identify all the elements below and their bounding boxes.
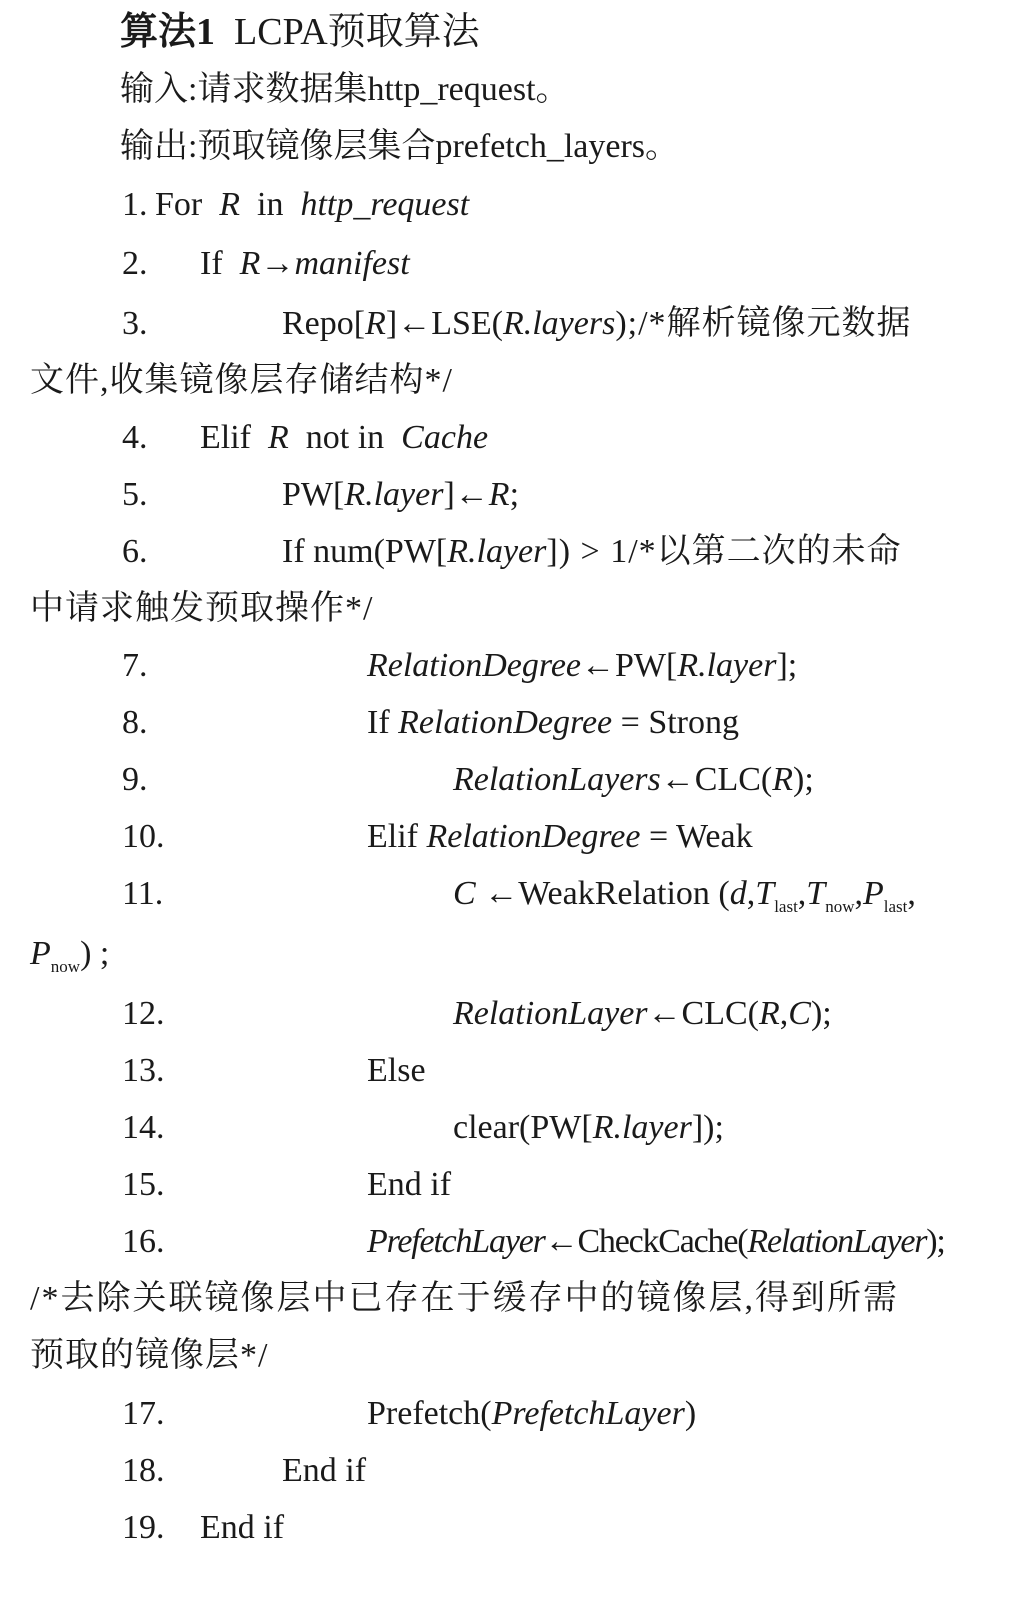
line-number: 14. — [122, 1109, 165, 1146]
code-text: ]); — [691, 1109, 724, 1146]
variable: RelationDegree — [367, 647, 581, 684]
code-text: = Strong — [620, 704, 740, 741]
line-number: 6. — [122, 533, 148, 570]
line-number: 13. — [122, 1052, 165, 1089]
variable: RelationLayer — [747, 1223, 927, 1260]
code-line-1 — [0, 175, 1033, 235]
code-line-16-continuation-1 — [0, 1269, 1033, 1329]
line-number: 4. — [122, 419, 148, 456]
comment: /*去除关联镜像层中已存在于缓存中的镜像层,得到所需 — [30, 1280, 899, 1317]
keyword: End if — [282, 1452, 367, 1489]
keyword: not in — [305, 419, 385, 456]
code-text: ←WeakRelation ( — [484, 875, 730, 912]
code-line-11: 11. C ←WeakRelation ($d,T_{last},T_{now},P_{last}$, — [0, 864, 1033, 924]
keyword: in — [257, 186, 284, 223]
code-line-7 — [0, 636, 1033, 696]
line-number: 5. — [122, 476, 148, 513]
code-line-4 — [0, 408, 1033, 468]
keyword: Elif — [367, 818, 418, 855]
line-number: 1. — [122, 186, 148, 223]
subscript: now — [50, 957, 81, 976]
subscript: last — [774, 897, 798, 916]
line-number: 19. — [122, 1509, 165, 1546]
code-line-17 — [0, 1384, 1033, 1444]
code-text: ]; — [776, 647, 798, 684]
variable: PrefetchLayer — [491, 1395, 685, 1432]
variable: R.layer — [592, 1109, 692, 1146]
code-text: ←PW[ — [581, 647, 678, 684]
keyword: End if — [367, 1166, 452, 1203]
subscript: last — [883, 897, 908, 916]
code-line-6 — [0, 522, 1033, 582]
keyword: If — [200, 245, 223, 282]
keyword: End if — [200, 1509, 285, 1546]
input-text: 请求数据集http_request。 — [197, 71, 570, 108]
algorithm-name: LCPA预取算法 — [234, 11, 480, 53]
subscript: now — [825, 897, 855, 916]
variable: R — [488, 476, 510, 513]
output-line — [0, 117, 1033, 177]
variable: manifest — [294, 245, 410, 282]
comment: );/*解析镜像元数据 — [615, 305, 912, 342]
keyword: If — [367, 704, 390, 741]
variable: R — [772, 761, 793, 798]
code-line-10 — [0, 807, 1033, 867]
variable: R — [267, 419, 289, 456]
algorithm-label: 算法1 — [120, 11, 216, 53]
variable: P — [863, 875, 884, 912]
code-line-6-continuation — [0, 579, 1033, 639]
code-line-16 — [0, 1212, 1033, 1272]
code-text: If num(PW[ — [282, 533, 448, 570]
code-text: ←CheckCache( — [544, 1223, 748, 1260]
code-text: ) — [684, 1395, 697, 1432]
comment: 预取的镜像层*/ — [30, 1337, 269, 1374]
variable: R.layer — [447, 533, 547, 570]
variable: RelationLayer — [453, 995, 648, 1032]
variable: C — [453, 875, 476, 912]
code-text: ]←LSE( — [385, 305, 503, 342]
code-text: clear(PW[ — [453, 1109, 593, 1146]
variable: RelationLayers — [453, 761, 661, 798]
variable: http_request — [300, 186, 470, 223]
variable: R — [365, 305, 386, 342]
keyword: Elif — [200, 419, 251, 456]
variable: R.layers — [502, 305, 616, 342]
output-label: 输出: — [120, 128, 198, 165]
input-line — [0, 60, 1033, 120]
code-line-5 — [0, 465, 1033, 525]
line-number: 8. — [122, 704, 148, 741]
code-text: , — [779, 995, 789, 1032]
code-line-15 — [0, 1155, 1033, 1215]
variable: R — [239, 245, 261, 282]
code-line-19 — [0, 1498, 1033, 1558]
input-label: 输入: — [120, 71, 198, 108]
variable: T — [806, 875, 826, 912]
variable: C — [788, 995, 811, 1032]
line-number: 7. — [122, 647, 148, 684]
line-number: 3. — [122, 305, 148, 342]
arrow: → — [260, 245, 295, 282]
code-line-2 — [0, 234, 1033, 294]
variable: R.layer — [344, 476, 444, 513]
code-text: ); — [926, 1223, 945, 1260]
line-number: 16. — [122, 1223, 165, 1260]
code-text: PW[ — [282, 476, 345, 513]
code-line-3 — [0, 294, 1033, 354]
code-text: ←CLC( — [660, 761, 773, 798]
code-line-11-continuation — [0, 924, 1033, 984]
code-line-9 — [0, 750, 1033, 810]
comment: 文件,收集镜像层存储结构*/ — [30, 362, 453, 399]
keyword: Else — [367, 1052, 426, 1089]
variable: R.layer — [677, 647, 777, 684]
variable: R — [758, 995, 780, 1032]
keyword: For — [155, 186, 203, 223]
line-number: 15. — [122, 1166, 165, 1203]
line-number: 9. — [122, 761, 148, 798]
variable: Cache — [401, 419, 489, 456]
code-line-18 — [0, 1441, 1033, 1501]
variable: P — [30, 935, 51, 972]
code-text: ←CLC( — [647, 995, 759, 1032]
code-text: Repo[ — [282, 305, 366, 342]
code-text: ; — [509, 476, 520, 513]
algorithm-title — [120, 2, 1033, 62]
comment: ]) > 1/*以第二次的未命 — [546, 533, 902, 570]
code-text: Prefetch( — [367, 1395, 492, 1432]
variable: T — [755, 875, 775, 912]
code-text: ); — [793, 761, 814, 798]
comment: 中请求触发预取操作*/ — [30, 590, 374, 627]
variable: d — [729, 875, 747, 912]
code-line-3-continuation — [0, 351, 1033, 411]
output-text: 预取镜像层集合prefetch_layers。 — [197, 128, 679, 165]
code-text: = Weak — [648, 818, 753, 855]
code-line-12 — [0, 984, 1033, 1044]
line-number: 12. — [122, 995, 165, 1032]
code-text: ); — [810, 995, 832, 1032]
code-line-13 — [0, 1041, 1033, 1101]
code-line-14 — [0, 1098, 1033, 1158]
variable: PrefetchLayer — [367, 1223, 545, 1260]
line-number: 11. — [122, 875, 164, 912]
variable: RelationDegree — [426, 818, 641, 855]
variable: R — [219, 186, 241, 223]
line-number: 10. — [122, 818, 165, 855]
code-line-8 — [0, 693, 1033, 753]
variable: RelationDegree — [398, 704, 613, 741]
code-line-16-continuation-2 — [0, 1326, 1033, 1386]
line-number: 17. — [122, 1395, 165, 1432]
line-number: 18. — [122, 1452, 165, 1489]
line-number: 2. — [122, 245, 148, 282]
code-text: ]← — [443, 476, 489, 513]
code-text: ) ; — [80, 935, 110, 972]
